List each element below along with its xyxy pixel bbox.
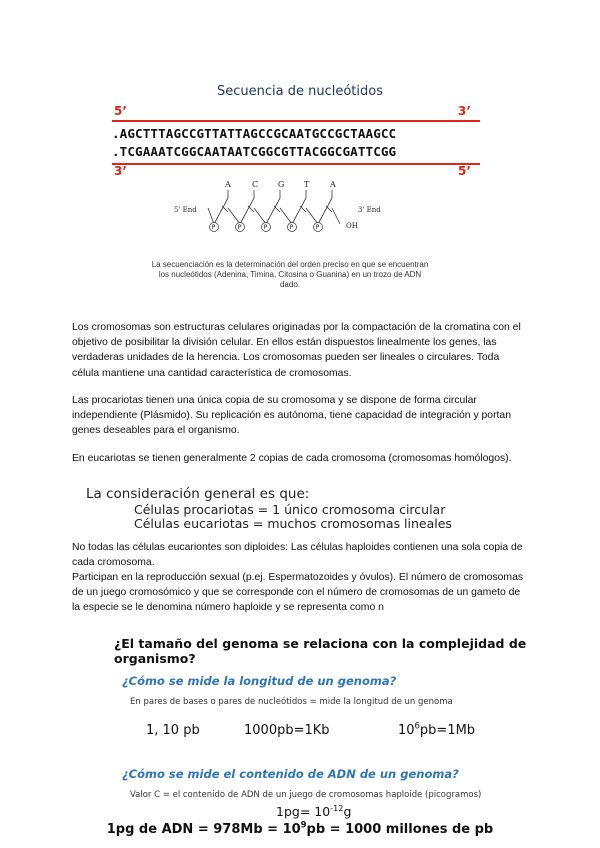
phosphate-label: P xyxy=(263,224,268,232)
dna-strand-2: .TCGAAATCGGCAATAATCGGCGTTACGGCGATTCGG xyxy=(112,144,397,159)
paragraph-sexual-reproduction: Participan en la reproducción sexual (p.ej. Espermatozoides y óvulos). El número de cromosomas de un juego cromosómico y que se corresponde con el número de cromosomas de un gameto de la especie se le denomina número haploide y se representa como n xyxy=(72,572,524,614)
base-label: A xyxy=(330,180,336,189)
five-prime-end-label: 5' End xyxy=(174,206,197,214)
hydroxyl-label: OH xyxy=(346,222,358,230)
base-label: C xyxy=(252,180,259,189)
picogram-base: 1pg= 10 xyxy=(276,804,331,819)
phosphate-label: P xyxy=(289,224,294,232)
bottom-red-line xyxy=(112,163,480,165)
base-label: G xyxy=(278,180,285,189)
paragraph-eukaryotes: En eucariotas se tienen generalmente 2 copias de cada cromosoma (cromosomas homólogos). xyxy=(72,453,512,464)
genome-length-definition: En pares de bases o pares de nucleótidos = mide la longitud de un genoma xyxy=(130,697,453,707)
paragraph-chromosomes: Los cromosomas son estructuras celulares originadas por la compactación de la cromatina con el objetivo de posibilitar la división celular. En ellos están dispuestos linealmente los genes, las verdaderas unidades de la herencia. Los cromosomas pueden ser lineales o circulares. Toda célula mantiene una cantidad característica de cromosomas. xyxy=(72,322,521,379)
unit-kb: 1000pb=1Kb xyxy=(244,723,330,738)
c-value-definition: Valor C = el contenido de ADN de un juego de cromosomas haploide (picogramos) xyxy=(130,790,482,800)
paragraph-haploid: No todas las células eucariontes son diploides: Las células haploides contienen una sola copia de cada cromosoma. xyxy=(72,542,523,569)
unit-pb: 1, 10 pb xyxy=(146,723,200,738)
dna-equivalence xyxy=(0,819,600,837)
nucleotide-chain-diagram xyxy=(170,178,400,240)
unit-mb-base: 10 xyxy=(398,723,415,738)
strand-top-5-label: 5’ xyxy=(114,104,127,118)
summary-heading: La consideración general es que: xyxy=(86,486,310,502)
unit-mb xyxy=(398,720,476,738)
phosphate-label: P xyxy=(315,224,320,232)
top-red-line xyxy=(112,120,480,122)
dna-equivalence-exponent: 9 xyxy=(300,819,307,830)
unit-mb-exponent: 6 xyxy=(414,720,420,731)
dna-strand-1: .AGCTTTAGCCGTTATTAGCCGCAATGCCGCTAAGCC xyxy=(112,126,397,141)
base-label: T xyxy=(304,180,310,189)
paragraph-prokaryotes: Las procariotas tienen una única copia de su cromosoma y se dispone de forma circular independiente (Plásmido). Su replicación es autónoma, tiene capacidad de integración y portan genes deseables para el organismo. xyxy=(72,395,511,437)
phosphate-label: P xyxy=(237,224,242,232)
sequence-title: Secuencia de nucleótidos xyxy=(217,84,383,99)
summary-line-eukaryotes: Células eucariotas = muchos cromosomas lineales xyxy=(134,516,452,531)
diagram-caption: La secuenciación es la determinación del orden preciso en que se encuentran los nucleótidos (Adenina, Timina, Citosina o Guanina) en un trozo de ADN dado. xyxy=(151,260,429,289)
dna-equivalence-rest: pb = 1000 millones de pb xyxy=(306,822,494,837)
picogram-definition xyxy=(276,804,351,819)
three-prime-end-label: 3' End xyxy=(358,206,381,214)
genome-length-question: ¿Cómo se mide la longitud de un genoma? xyxy=(122,674,397,688)
picogram-unit: g xyxy=(343,804,352,819)
strand-bottom-3-label: 3’ xyxy=(114,164,127,178)
base-label: A xyxy=(225,180,231,189)
unit-mb-rest: pb=1Mb xyxy=(419,723,476,738)
dna-equivalence-base: 1pg de ADN = 978Mb = 10 xyxy=(106,822,301,837)
picogram-exponent: -12 xyxy=(330,802,344,813)
genome-content-question: ¿Cómo se mide el contenido de ADN de un genoma? xyxy=(122,767,459,781)
summary-line-prokaryotes: Células procariotas = 1 único cromosoma circular xyxy=(134,502,446,517)
phosphate-label: P xyxy=(211,224,216,232)
strand-bottom-5-label: 5’ xyxy=(458,164,471,178)
strand-top-3-label: 3’ xyxy=(458,104,471,118)
genome-question: ¿El tamaño del genoma se relaciona con la complejidad de organismo? xyxy=(114,636,527,666)
